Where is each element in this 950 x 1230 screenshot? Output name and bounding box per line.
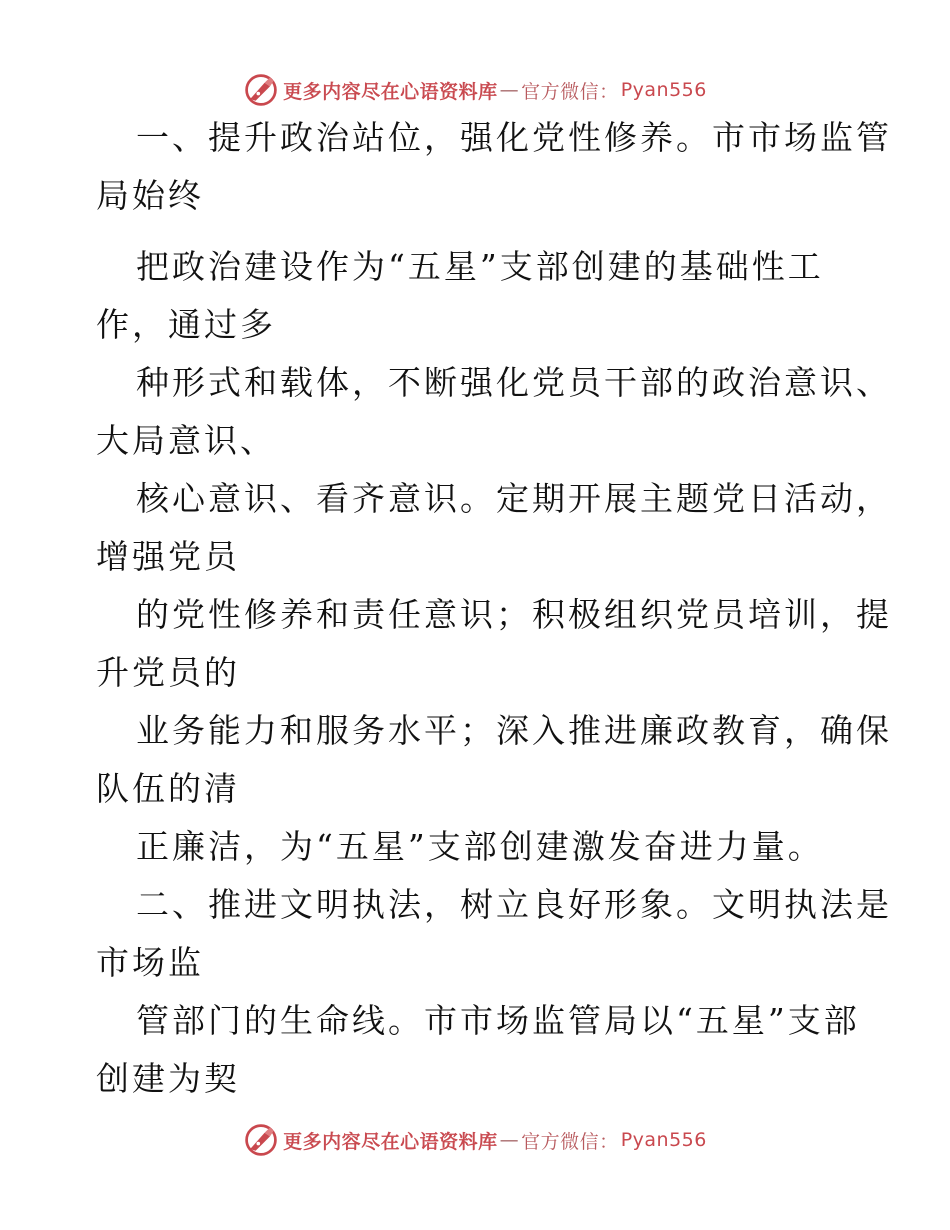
body-line-7: 核心意识、看齐意识。定期开展主题党日活动， bbox=[136, 479, 892, 518]
footer-banner bbox=[0, 1120, 950, 1160]
body-line-9: 的党性修养和责任意识；积极组织党员培训，提 bbox=[136, 595, 892, 634]
body-line-12: 队伍的清 bbox=[96, 769, 240, 808]
body-line-16: 管部门的生命线。市市场监管局以“五星”支部 bbox=[136, 1001, 860, 1040]
body-line-4: 作，通过多 bbox=[96, 305, 276, 344]
footer-banner-main-text: 更多内容尽在心语资料库 bbox=[283, 1130, 498, 1153]
body-line-5: 种形式和载体，不断强化党员干部的政治意识、 bbox=[136, 363, 892, 402]
body-line-2: 局始终 bbox=[96, 176, 204, 215]
footer-wechat-id: Pyan556 bbox=[620, 1129, 707, 1151]
body-line-10: 升党员的 bbox=[96, 653, 240, 692]
header-banner-dash: — bbox=[499, 79, 520, 101]
header-wechat-label: 官方微信： bbox=[521, 80, 619, 103]
footer-wechat-label: 官方微信： bbox=[521, 1130, 619, 1153]
pen-nib-logo-icon bbox=[243, 1122, 279, 1158]
body-line-11: 业务能力和服务水平；深入推进廉政教育，确保 bbox=[136, 711, 892, 750]
header-banner bbox=[0, 70, 950, 110]
footer-banner-dash: — bbox=[499, 1129, 520, 1151]
body-line-13: 正廉洁，为“五星”支部创建激发奋进力量。 bbox=[136, 827, 824, 866]
body-line-17: 创建为契 bbox=[96, 1059, 240, 1098]
pen-nib-logo-icon bbox=[243, 72, 279, 108]
body-line-15: 市场监 bbox=[96, 943, 204, 982]
body-line-6: 大局意识、 bbox=[96, 421, 276, 460]
body-line-1: 一、提升政治站位，强化党性修养。市市场监管 bbox=[136, 118, 892, 157]
body-line-14: 二、推进文明执法，树立良好形象。文明执法是 bbox=[136, 885, 892, 924]
body-line-8: 增强党员 bbox=[96, 537, 240, 576]
header-wechat-id: Pyan556 bbox=[620, 79, 707, 101]
body-line-3: 把政治建设作为“五星”支部创建的基础性工 bbox=[136, 247, 824, 286]
header-banner-main-text: 更多内容尽在心语资料库 bbox=[283, 80, 498, 103]
